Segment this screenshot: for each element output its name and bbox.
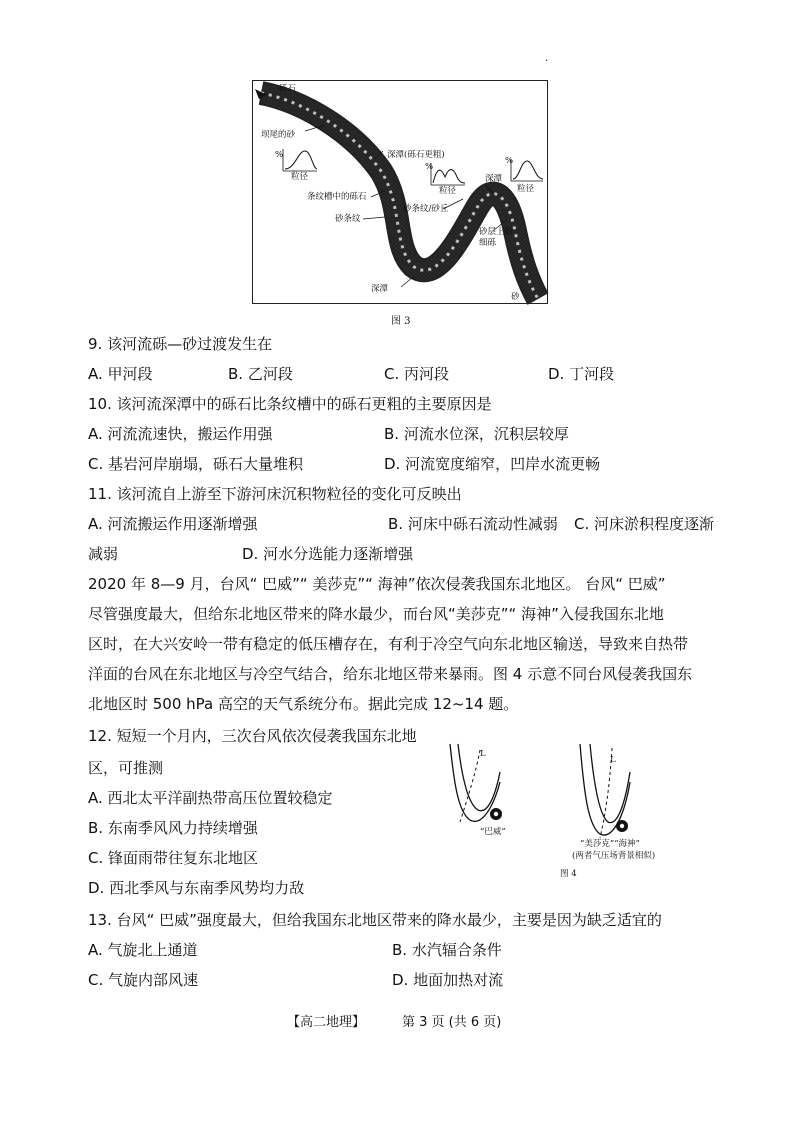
- label-gravel: 砾石: [279, 84, 297, 94]
- q9-option-b: B. 乙河段: [228, 365, 293, 383]
- label-maysak-haishen: “美莎克”“海神”: [580, 839, 640, 849]
- label-pool-coarse: 深潭(砾石更粗): [387, 150, 445, 160]
- q12-option-b: B. 东南季风风力持续增强: [88, 819, 258, 837]
- label-stripes-dunes: 砂条纹/砂丘: [403, 204, 449, 214]
- q11-option-c: C. 河床淤积程度逐渐: [574, 515, 715, 533]
- q10-stem: 10. 该河流深潭中的砾石比条纹槽中的砾石更粗的主要原因是: [88, 395, 492, 413]
- label-sand: 砂: [511, 292, 520, 302]
- label-bavi: “巴威”: [480, 827, 506, 837]
- passage-line-4: 洋面的台风在东北地区与冷空气结合，给东北地区带来暴雨。图 4 示意不同台风侵袭我国东: [88, 665, 693, 683]
- q12-option-c: C. 锋面雨带往复东北地区: [88, 849, 259, 867]
- label-x-axis-3: 粒径: [517, 184, 535, 194]
- q12-stem-line-1: 12. 短短一个月内，三次台风依次侵袭我国东北地: [88, 727, 417, 745]
- q11-option-c-continued: 减弱: [88, 545, 119, 563]
- q11-option-d: D. 河水分选能力逐渐增强: [242, 545, 414, 563]
- q10-option-a: A. 河流流速快，搬运作用强: [88, 425, 273, 443]
- passage-line-3: 区时，在大兴安岭一带有稳定的低压槽存在，有利于冷空气向东北地区输送，导致来自热带: [88, 635, 689, 653]
- q13-stem: 13. 台风“ 巴威”强度最大，但给我国东北地区带来的降水最少，主要是因为缺乏适宜的: [88, 911, 662, 929]
- q11-option-b: B. 河床中砾石流动性减弱: [388, 515, 558, 533]
- figure-4-pressure-systems: [440, 742, 710, 892]
- label-x-axis-2: 粒径: [439, 186, 457, 196]
- scan-speck: ·: [545, 56, 549, 67]
- figure-3-river-diagram: [252, 80, 548, 304]
- label-pressure-note: (两者气压场背景相似): [572, 851, 656, 861]
- label-sand-stripes: 砂条纹: [335, 214, 361, 224]
- figure-4-caption: 图 4: [560, 869, 577, 879]
- q9-option-c: C. 丙河段: [384, 365, 450, 383]
- q13-option-d: D. 地面加热对流: [392, 971, 504, 989]
- grain-chart-3-icon: [511, 159, 543, 181]
- footer-page-number: 第 3 页 (共 6 页): [402, 1015, 502, 1030]
- q13-option-c: C. 气旋内部风速: [88, 971, 199, 989]
- q13-option-a: A. 气旋北上通道: [88, 941, 198, 959]
- q13-option-b: B. 水汽辐合条件: [392, 941, 502, 959]
- label-fine-gravel: 砂层上的细砾: [479, 227, 514, 248]
- river-drawing: [253, 81, 549, 305]
- q10-option-c: C. 基岩河岸崩塌，砾石大量堆积: [88, 455, 304, 473]
- label-y-axis-1: %: [275, 150, 284, 160]
- q9-option-a: A. 甲河段: [88, 365, 153, 383]
- passage-line-1: 2020 年 8—9 月，台风“ 巴威”“ 美莎克”“ 海神”依次侵袭我国东北地区。 台风“ 巴威”: [88, 575, 666, 593]
- q12-option-a: A. 西北太平洋副热带高压位置较稳定: [88, 789, 333, 807]
- q12-stem-line-2: 区，可推测: [88, 759, 164, 777]
- label-y-axis-2: %: [425, 162, 434, 172]
- q10-option-d: D. 河流宽度缩窄，凹岸水流更畅: [384, 455, 601, 473]
- passage-line-5: 北地区时 500 hPa 高空的天气系统分布。据此完成 12~14 题。: [88, 695, 519, 713]
- trough-label-left: L: [480, 749, 486, 759]
- q9-option-d: D. 丁河段: [548, 365, 615, 383]
- label-dam-tail-sand: 坝尾的砂: [261, 130, 296, 140]
- q11-stem: 11. 该河流自上游至下游河床沉积物粒径的变化可反映出: [88, 485, 462, 503]
- label-y-axis-3: %: [505, 156, 514, 166]
- label-gravel-in-trough: 条纹槽中的砾石: [307, 192, 367, 202]
- label-x-axis-1: 粒径: [291, 172, 309, 182]
- q9-stem: 9. 该河流砾—砂过渡发生在: [88, 335, 273, 353]
- footer-subject: 【高二地理】: [287, 1015, 366, 1030]
- q11-option-a: A. 河流搬运作用逐渐增强: [88, 515, 258, 533]
- grain-chart-1-icon: [283, 149, 317, 171]
- q12-option-d: D. 西北季风与东南季风势均力敌: [88, 879, 305, 897]
- label-pool-2: 深潭: [371, 284, 389, 294]
- figure-3-caption: 图 3: [391, 316, 411, 327]
- q10-option-b: B. 河流水位深，沉积层较厚: [384, 425, 569, 443]
- grain-chart-2-icon: [431, 163, 465, 185]
- label-pool-1: 深潭: [485, 174, 503, 184]
- passage-line-2: 尽管强度最大，但给东北地区带来的降水最少，而台风“美莎克”“ 海神”入侵我国东北地: [88, 605, 664, 623]
- trough-label-right: L: [610, 755, 616, 765]
